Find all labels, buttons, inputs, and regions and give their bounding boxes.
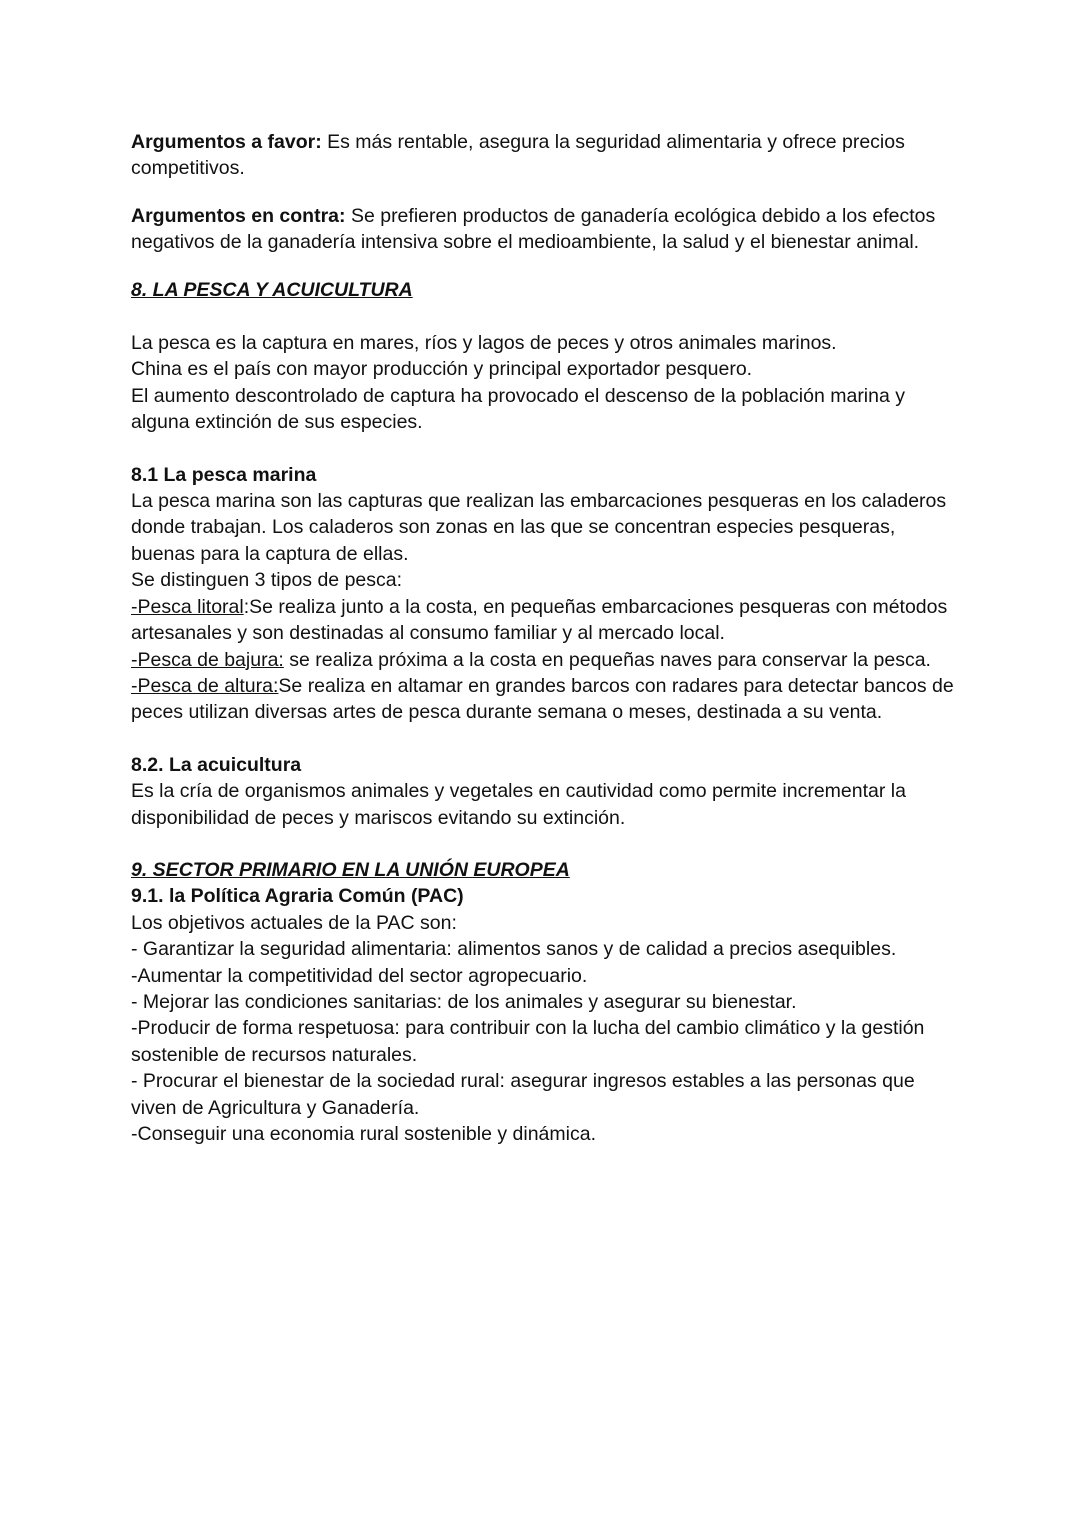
- fishing-type-text: :Se realiza junto a la costa, en pequeñas embarcaciones pesqueras con métodos artesanales y son destinadas al consumo familiar y al mercado local.: [131, 595, 948, 645]
- fishing-type-item: [131, 647, 961, 673]
- fishing-types-intro: Se distinguen 3 tipos de pesca:: [131, 569, 403, 592]
- section-8-1-intro: La pesca marina son las capturas que realizan las embarcaciones pesqueras en los caladeros donde trabajan. Los caladeros son zonas en las que se concentran especies pesqueras, buenas para la captura de ellas.: [131, 490, 947, 565]
- pac-intro: Los objetivos actuales de la PAC son:: [131, 911, 457, 934]
- section-8-2-text: Es la cría de organismos animales y vegetales en cautividad como permite incrementar la disponibilidad de peces y mariscos evitando su extinción.: [131, 780, 906, 829]
- fishing-type-text: se realiza próxima a la costa en pequeñas naves para conservar la pesca.: [283, 648, 931, 671]
- argument-contra: [131, 203, 961, 256]
- section-9-1-title: 9.1. la Política Agraria Común (PAC): [131, 885, 464, 908]
- pac-objective: -Conseguir una economia rural sostenible y dinámica.: [131, 1123, 596, 1145]
- section-8-line: La pesca es la captura en mares, ríos y lagos de peces y otros animales marinos.: [131, 332, 837, 355]
- fishing-type-label: -Pesca litoral: [131, 595, 244, 618]
- section-8-line: China es el país con mayor producción y principal exportador pesquero.: [131, 358, 753, 381]
- pac-objective: - Procurar el bienestar de la sociedad rural: asegurar ingresos estables a las personas que viven de Agricultura y Ganadería.: [131, 1070, 915, 1119]
- fishing-type-label: -Pesca de bajura:: [131, 648, 284, 671]
- argument-favor-text: Es más rentable, asegura la seguridad alimentaria y ofrece precios competitivos.: [131, 131, 905, 180]
- section-9-title: 9. SECTOR PRIMARIO EN LA UNIÓN EUROPEA: [131, 858, 570, 881]
- document-page: [131, 129, 961, 1147]
- section-8-2-title: 8.2. La acuicultura: [131, 753, 302, 776]
- fishing-type-label: -Pesca de altura:: [131, 674, 279, 697]
- argument-favor: [131, 129, 961, 182]
- fishing-type-text: Se realiza en altamar en grandes barcos con radares para detectar bancos de peces utilizan diversas artes de pesca durante semana o meses, destinada a su venta.: [131, 674, 954, 724]
- argument-favor-label: Argumentos a favor:: [131, 131, 322, 153]
- section-8-1-title: 8.1 La pesca marina: [131, 463, 317, 486]
- section-8-title: 8. LA PESCA Y ACUICULTURA: [131, 278, 413, 301]
- argument-contra-text: Se prefieren productos de ganadería ecológica debido a los efectos negativos de la ganadería intensiva sobre el medioambiente, la salud y el bienestar animal.: [131, 204, 936, 254]
- section-8-line: El aumento descontrolado de captura ha provocado el descenso de la población marina y alguna extinción de sus especies.: [131, 384, 906, 434]
- pac-objective: - Garantizar la seguridad alimentaria: alimentos sanos y de calidad a precios asequibles.: [131, 938, 897, 961]
- pac-objective: - Mejorar las condiciones sanitarias: de los animales y asegurar su bienestar.: [131, 990, 797, 1013]
- fishing-type-item: [131, 673, 961, 726]
- pac-objective: -Producir de forma respetuosa: para contribuir con la lucha del cambio climático y la gestión sostenible de recursos naturales.: [131, 1017, 925, 1066]
- pac-objective: -Aumentar la competitividad del sector agropecuario.: [131, 964, 588, 987]
- argument-contra-label: Argumentos en contra:: [131, 204, 346, 227]
- fishing-type-item: [131, 594, 961, 647]
